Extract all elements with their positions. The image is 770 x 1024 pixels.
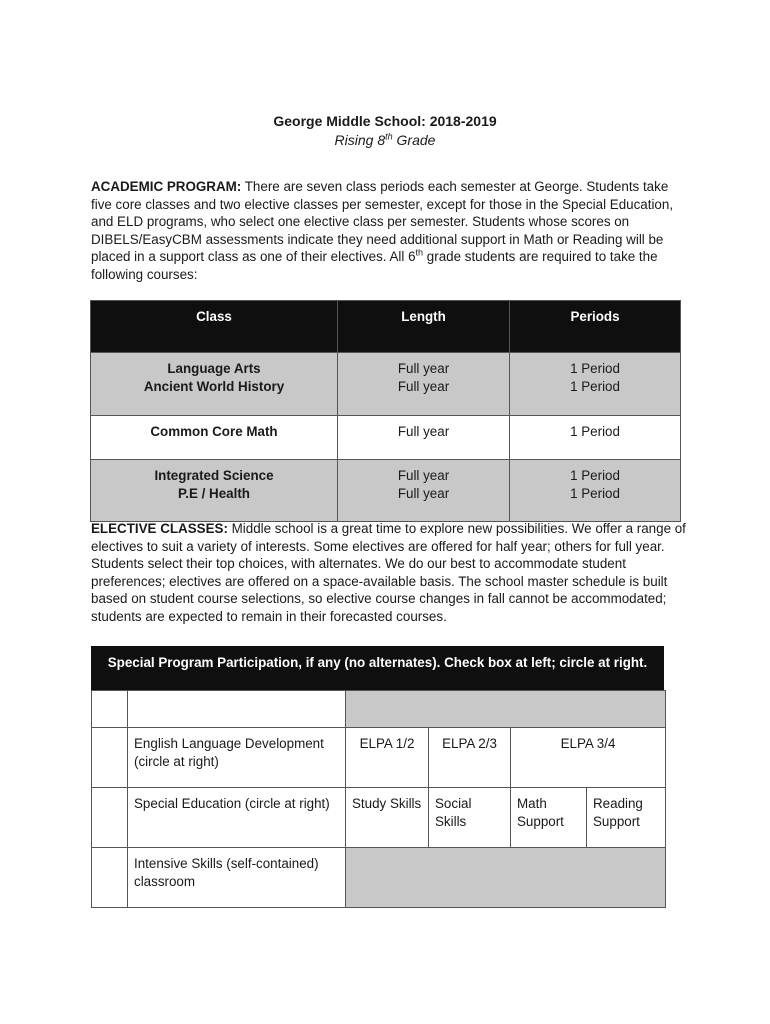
special-blank-row	[92, 691, 666, 728]
special-row-sped	[92, 788, 666, 848]
option-social-skills[interactable]: Social Skills	[429, 788, 511, 848]
periods-cell: 1 Period 1 Period	[510, 353, 681, 416]
length-cell: Full year Full year	[338, 353, 510, 416]
length-cell: Full year Full year	[338, 460, 510, 522]
table-row	[91, 460, 681, 522]
sped-checkbox[interactable]	[92, 788, 128, 848]
table-header-row	[91, 301, 681, 353]
class-cell: Integrated Science P.E / Health	[91, 460, 338, 522]
special-row-intensive	[92, 848, 666, 908]
option-study-skills[interactable]: Study Skills	[346, 788, 429, 848]
option-reading-support[interactable]: Reading Support	[587, 788, 666, 848]
header-class: Class	[91, 301, 338, 353]
option-math-support[interactable]: Math Support	[511, 788, 587, 848]
class-cell: Common Core Math	[91, 416, 338, 460]
special-program-header: Special Program Participation, if any (no alternates). Check box at left; circle at right.	[91, 646, 664, 690]
blank-label-cell	[128, 691, 346, 728]
required-courses-table	[90, 300, 681, 522]
option-elpa-3-4[interactable]: ELPA 3/4	[511, 728, 666, 788]
header-periods: Periods	[510, 301, 681, 353]
elective-classes-paragraph: ELECTIVE CLASSES: Middle school is a great time to explore new possibilities. We offer a range of electives to suit a variety of interests. Some electives are offered for half year; others for full year. Students select their top choices, with alternates. We do our best to accommodate student preferences; electives are offered on a space-available basis. The school master schedule is built based on student course selections, so elective course changes in fall cannot be accommodated; students are expected to remain in their forecasted courses.	[91, 521, 686, 624]
elective-classes-label: ELECTIVE CLASSES:	[91, 521, 228, 536]
eld-label: English Language Development (circle at right)	[128, 728, 346, 788]
table-row	[91, 353, 681, 416]
shaded-cell	[346, 848, 666, 908]
shaded-cell	[346, 691, 666, 728]
option-elpa-2-3[interactable]: ELPA 2/3	[429, 728, 511, 788]
academic-program-paragraph: ACADEMIC PROGRAM: There are seven class periods each semester at George. Students take five core classes and two elective classes per semester, except for those in the Special Education, and ELD programs, who select one elective class per semester. Students whose scores on DIBELS/EasyCBM assessments indicate they need additional support in Math or Reading will be placed in a support class as one of their electives. All 6th grade students are required to take the following courses:	[91, 179, 674, 282]
intensive-label: Intensive Skills (self-contained) classroom	[128, 848, 346, 908]
eld-checkbox[interactable]	[92, 728, 128, 788]
periods-cell: 1 Period 1 Period	[510, 460, 681, 522]
title-block	[0, 112, 770, 149]
class-cell: Language Arts Ancient World History	[91, 353, 338, 416]
sped-label: Special Education (circle at right)	[128, 788, 346, 848]
periods-cell: 1 Period	[510, 416, 681, 460]
length-cell: Full year	[338, 416, 510, 460]
table-row	[91, 416, 681, 460]
checkbox-cell[interactable]	[92, 691, 128, 728]
page-title: George Middle School: 2018-2019	[273, 113, 497, 129]
special-program-table	[91, 690, 666, 908]
intensive-checkbox[interactable]	[92, 848, 128, 908]
academic-program-label: ACADEMIC PROGRAM:	[91, 179, 242, 194]
special-row-eld	[92, 728, 666, 788]
header-length: Length	[338, 301, 510, 353]
option-elpa-1-2[interactable]: ELPA 1/2	[346, 728, 429, 788]
page-subtitle: Rising 8th Grade	[334, 131, 436, 148]
